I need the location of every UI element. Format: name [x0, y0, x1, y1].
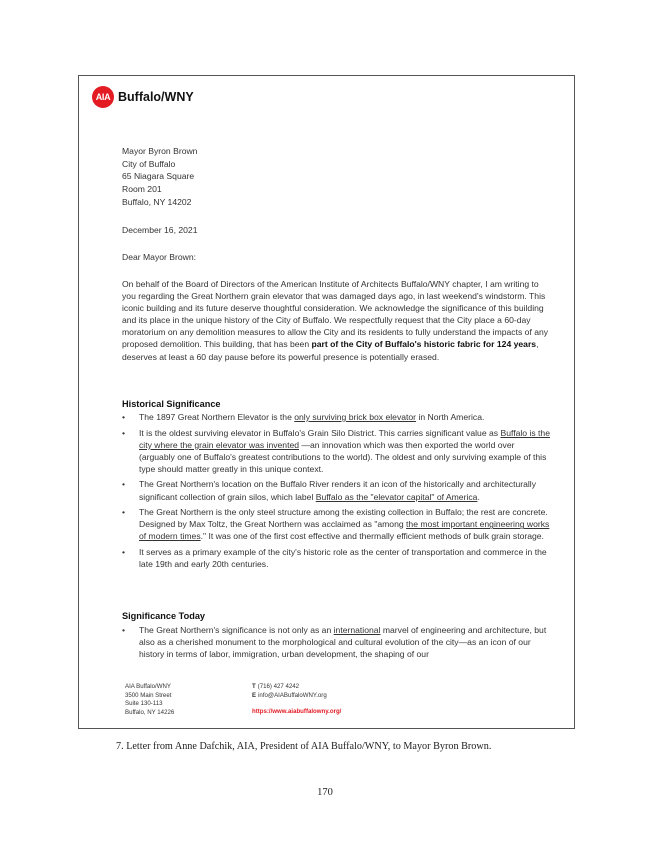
bullet-text: It is the oldest surviving elevator in Buffalo's Grain Silo District. This carries significant value as	[139, 427, 501, 438]
recipient-address	[122, 145, 550, 208]
bullet-text: marvel of engineering and architecture, but also as a cherished monument to the morphological and cultural evolution of the city—as an icon of our history in terms of labor, immigration, urban development, the shaping of our	[139, 625, 547, 660]
page-number: 170	[317, 787, 333, 798]
phone-number: (716) 427 4242	[257, 683, 300, 690]
recipient-line: Buffalo, NY 14202	[122, 196, 192, 207]
aia-badge-icon: AIA	[92, 86, 114, 108]
list-item	[122, 546, 552, 570]
footer-address-line: Buffalo, NY 14226	[125, 709, 175, 717]
list-item	[122, 478, 552, 502]
footer-address	[125, 683, 174, 718]
today-bullet-list	[122, 624, 552, 664]
intro-emphasis: part of the City of Buffalo's historic fabric for 124 years	[311, 339, 537, 350]
bullet-text: in North America.	[416, 412, 485, 422]
bullet-text: ." It was one of the first cost effective and thermally efficient methods of bulk grain storage.	[200, 531, 544, 542]
underlined-phrase: international	[333, 625, 381, 635]
website-link[interactable]: https://www.aiabuffalowny.org/	[252, 708, 342, 716]
email-address: info@AIABuffaloWNY.org	[258, 691, 327, 699]
recipient-line: Mayor Byron Brown	[122, 146, 198, 156]
bullet-text: .	[477, 491, 480, 502]
letter-date: December 16, 2021	[122, 225, 198, 235]
chapter-name: Buffalo/WNY	[118, 90, 194, 104]
historical-bullet-list	[122, 411, 552, 574]
aia-logo	[92, 86, 194, 108]
phone-label: T	[252, 683, 256, 690]
bullet-text: The Great Northern's location on the Buffalo River renders it an icon of the historically and architecturally significant collection of grain silos, which label	[139, 479, 536, 502]
footer-address-line: AIA Buffalo/WNY	[125, 683, 171, 690]
historical-significance-heading: Historical Significance	[122, 399, 221, 409]
bullet-text: The Great Northern's significance is not only as an	[139, 625, 334, 635]
recipient-line: City of Buffalo	[122, 158, 176, 169]
intro-paragraph	[122, 278, 550, 363]
bullet-icon: •	[122, 412, 126, 422]
underlined-phrase: Buffalo as the "elevator capital" of America	[315, 491, 478, 502]
underlined-phrase: the most important engineering works of modern times	[139, 519, 550, 542]
list-item	[122, 624, 552, 660]
email-label: E	[252, 691, 257, 699]
significance-today-heading: Significance Today	[122, 611, 206, 621]
footer-phone	[252, 683, 341, 692]
intro-text: , deserves at least a 60 day pause before its powerful presence is potentially erased.	[122, 339, 539, 362]
footer-address-line: Suite 130-113	[125, 700, 163, 708]
bullet-text: It serves as a primary example of the city's historic role as the center of transportation and commerce in the late 19th and early 20th centuries.	[139, 546, 547, 570]
bullet-icon: •	[122, 546, 126, 557]
bullet-icon: •	[122, 427, 126, 438]
figure-caption: 7. Letter from Anne Dafchik, AIA, President of AIA Buffalo/WNY, to Mayor Byron Brown.	[116, 741, 492, 752]
bullet-icon: •	[122, 479, 126, 490]
footer-contact	[252, 683, 341, 717]
bullet-icon: •	[122, 507, 126, 518]
list-item	[122, 411, 552, 423]
footer-address-line: 3500 Main Street	[125, 691, 172, 699]
bullet-icon: •	[122, 625, 126, 635]
recipient-line: Room 201	[122, 184, 162, 195]
list-item	[122, 427, 552, 475]
intro-text: On behalf of the Board of Directors of the American Institute of Architects Buffalo/WNY chapter, I am writing to you regarding the Great Northern grain elevator that was damaged days ago, in last weekend's windstorm. This iconic building and its future deserve thoughtful consideration. We acknowledge the significance of this building and its place in the unique history of the City of Buffalo. We respectfully request that the City place a 60-day moratorium on any demolition measures to allow the City and its residents to fully understand the impacts of any proposed demolition. This building, that has been	[122, 279, 549, 350]
bullet-text: —an innovation which was then exported the world over (arguably one of Buffalo's greatest contributions to the world). The oldest and only surviving example of this type should matter greatly in this unique context.	[139, 439, 547, 474]
list-item	[122, 506, 552, 542]
recipient-line: 65 Niagara Square	[122, 171, 195, 182]
bullet-text: The 1897 Great Northern Elevator is the	[139, 412, 295, 422]
bullet-text: The Great Northern is the only steel structure among the existing collection in Buffalo; the rest are concrete. Designed by Max Toltz, the Great Northern was acclaimed as "among	[139, 507, 548, 530]
underlined-phrase: Buffalo is the city where the grain elevator was invented	[139, 427, 550, 450]
salutation: Dear Mayor Brown:	[122, 252, 197, 262]
underlined-phrase: only surviving brick box elevator	[294, 412, 417, 422]
footer-email	[252, 692, 341, 701]
